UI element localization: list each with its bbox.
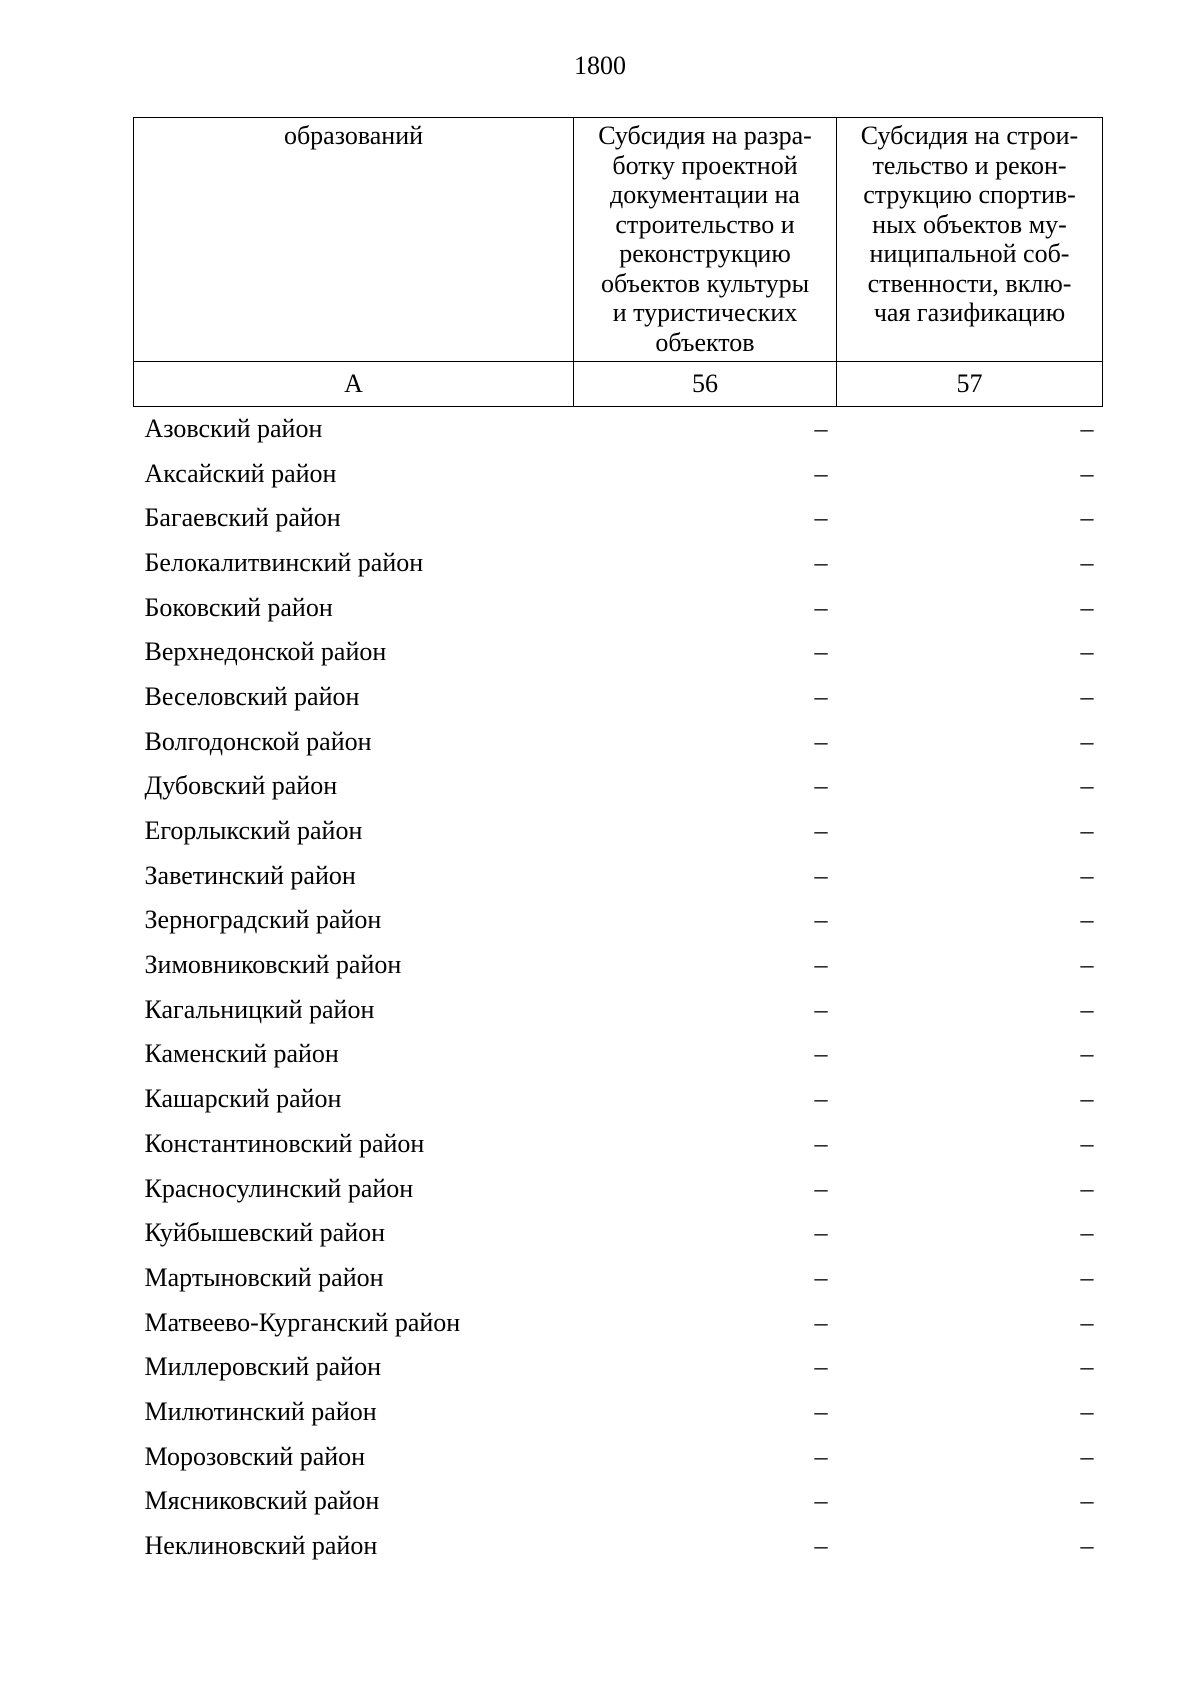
value-column-57: – xyxy=(1080,1352,1094,1382)
table-row xyxy=(134,1390,1103,1435)
value-column-56: – xyxy=(814,681,828,711)
table-row xyxy=(134,1166,1103,1211)
value-column-56: – xyxy=(814,592,828,622)
table-row xyxy=(134,809,1103,854)
value-column-56: – xyxy=(814,726,828,756)
value-column-57: – xyxy=(1080,1486,1094,1516)
value-column-57: – xyxy=(1080,816,1094,846)
district-name: Мартыновский район xyxy=(144,1262,384,1292)
value-column-57: – xyxy=(1080,1173,1094,1203)
value-column-57: – xyxy=(1080,1531,1094,1561)
header-text-line: ных объектов му- xyxy=(872,209,1067,239)
district-name: Мясниковский район xyxy=(144,1486,380,1516)
value-column-57: – xyxy=(1080,950,1094,980)
district-name: Багаевский район xyxy=(144,503,341,533)
value-column-56: – xyxy=(814,458,828,488)
table-row xyxy=(134,1032,1103,1077)
district-name: Кагальницкий район xyxy=(144,994,375,1024)
district-name: Миллеровский район xyxy=(144,1352,382,1382)
table-row xyxy=(134,496,1103,541)
value-column-57: – xyxy=(1080,1039,1094,1069)
table-row xyxy=(134,541,1103,586)
header-text-line: Субсидия на строи- xyxy=(860,121,1079,150)
table-row xyxy=(134,898,1103,943)
value-column-57: – xyxy=(1080,771,1094,801)
value-column-57: – xyxy=(1080,1396,1094,1426)
district-name: Дубовский район xyxy=(144,771,338,801)
district-name: Морозовский район xyxy=(144,1441,366,1471)
value-column-57: – xyxy=(1080,905,1094,935)
value-column-56: – xyxy=(814,1084,828,1114)
district-name: Константиновский район xyxy=(144,1128,425,1158)
table-row xyxy=(134,1077,1103,1122)
value-column-57: – xyxy=(1080,414,1094,444)
header-text-line: образований xyxy=(283,121,424,150)
header-text-line: объектов культуры xyxy=(600,268,810,298)
header-text-line: строительство и xyxy=(615,209,795,239)
value-column-57: – xyxy=(1080,1128,1094,1158)
value-column-57: – xyxy=(1080,1084,1094,1114)
table-row xyxy=(134,630,1103,675)
district-name: Аксайский район xyxy=(144,458,337,488)
table-row xyxy=(134,585,1103,630)
column-number-row xyxy=(134,362,1103,407)
value-column-57: – xyxy=(1080,726,1094,756)
district-name: Зимовниковский район xyxy=(144,950,402,980)
column-number-56: 56 xyxy=(574,362,837,407)
page-number: 1800 xyxy=(574,51,626,80)
header-text-line: объектов xyxy=(655,327,755,357)
district-name: Веселовский район xyxy=(144,681,360,711)
district-name: Боковский район xyxy=(144,592,333,622)
value-column-57: – xyxy=(1080,1218,1094,1248)
value-column-57: – xyxy=(1080,503,1094,533)
district-name: Куйбышевский район xyxy=(144,1218,386,1248)
header-text-line: Субсидия на разра- xyxy=(598,121,812,150)
subsidy-table xyxy=(133,117,1103,1568)
value-column-57: – xyxy=(1080,994,1094,1024)
header-text-line: струкцию спортив- xyxy=(863,180,1076,209)
district-name: Егорлыкский район xyxy=(144,816,363,846)
table-row xyxy=(134,451,1103,496)
table-row xyxy=(134,1211,1103,1256)
header-text-line: и туристических xyxy=(612,298,798,327)
value-column-57: – xyxy=(1080,637,1094,667)
district-name: Каменский район xyxy=(144,1039,339,1069)
table-row xyxy=(134,1256,1103,1301)
value-column-56: – xyxy=(814,1128,828,1158)
value-column-56: – xyxy=(814,1307,828,1337)
district-name: Матвеево-Курганский район xyxy=(144,1307,461,1337)
district-name: Азовский район xyxy=(144,414,323,444)
value-column-56: – xyxy=(814,1352,828,1382)
header-text-line: документации на xyxy=(610,180,800,209)
table-row xyxy=(134,1524,1103,1569)
header-text-line: ботку проектной xyxy=(612,150,798,180)
value-column-56: – xyxy=(814,816,828,846)
table-row xyxy=(134,1479,1103,1524)
district-name: Волгодонской район xyxy=(144,726,372,756)
value-column-56: – xyxy=(814,1218,828,1248)
value-column-56: – xyxy=(814,950,828,980)
header-text-line: чая газификацию xyxy=(873,298,1066,327)
column-number-57: 57 xyxy=(837,362,1103,407)
table-row xyxy=(134,1345,1103,1390)
header-sport-subsidy-column xyxy=(837,118,1103,362)
value-column-56: – xyxy=(814,414,828,444)
district-name: Верхнедонской район xyxy=(144,637,387,667)
value-column-57: – xyxy=(1080,547,1094,577)
header-culture-subsidy-column xyxy=(574,118,837,362)
value-column-56: – xyxy=(814,1396,828,1426)
value-column-56: – xyxy=(814,547,828,577)
value-column-56: – xyxy=(814,1262,828,1292)
value-column-56: – xyxy=(814,1173,828,1203)
district-name: Заветинский район xyxy=(144,860,356,890)
table-body xyxy=(134,407,1103,1569)
table-row xyxy=(134,1122,1103,1167)
value-column-56: – xyxy=(814,771,828,801)
column-number-a: А xyxy=(134,362,574,407)
header-municipality-column xyxy=(134,118,574,362)
value-column-57: – xyxy=(1080,1262,1094,1292)
value-column-56: – xyxy=(814,860,828,890)
value-column-57: – xyxy=(1080,1307,1094,1337)
value-column-56: – xyxy=(814,1441,828,1471)
value-column-56: – xyxy=(814,503,828,533)
value-column-56: – xyxy=(814,1486,828,1516)
value-column-57: – xyxy=(1080,1441,1094,1471)
table-row xyxy=(134,987,1103,1032)
district-name: Зерноградский район xyxy=(144,905,382,935)
district-name: Неклиновский район xyxy=(144,1531,378,1561)
table-row xyxy=(134,853,1103,898)
district-name: Белокалитвинский район xyxy=(144,547,424,577)
table-header-row xyxy=(134,118,1103,362)
table-row xyxy=(134,719,1103,764)
header-text-line: тельство и рекон- xyxy=(872,150,1067,180)
value-column-57: – xyxy=(1080,458,1094,488)
value-column-57: – xyxy=(1080,681,1094,711)
table-row xyxy=(134,1434,1103,1479)
value-column-56: – xyxy=(814,1039,828,1069)
table-row xyxy=(134,675,1103,720)
table-row xyxy=(134,1300,1103,1345)
value-column-56: – xyxy=(814,905,828,935)
value-column-56: – xyxy=(814,1531,828,1561)
value-column-56: – xyxy=(814,994,828,1024)
header-text-line: ственности, вклю- xyxy=(867,268,1072,298)
district-name: Милютинский район xyxy=(144,1396,377,1426)
value-column-57: – xyxy=(1080,860,1094,890)
table-row xyxy=(134,943,1103,988)
header-text-line: ниципальной соб- xyxy=(869,239,1070,268)
value-column-57: – xyxy=(1080,592,1094,622)
header-text-line: реконструкцию xyxy=(619,239,791,268)
district-name: Кашарский район xyxy=(144,1084,342,1114)
table-row xyxy=(134,407,1103,452)
value-column-56: – xyxy=(814,637,828,667)
table-row xyxy=(134,764,1103,809)
district-name: Красносулинский район xyxy=(144,1173,414,1203)
